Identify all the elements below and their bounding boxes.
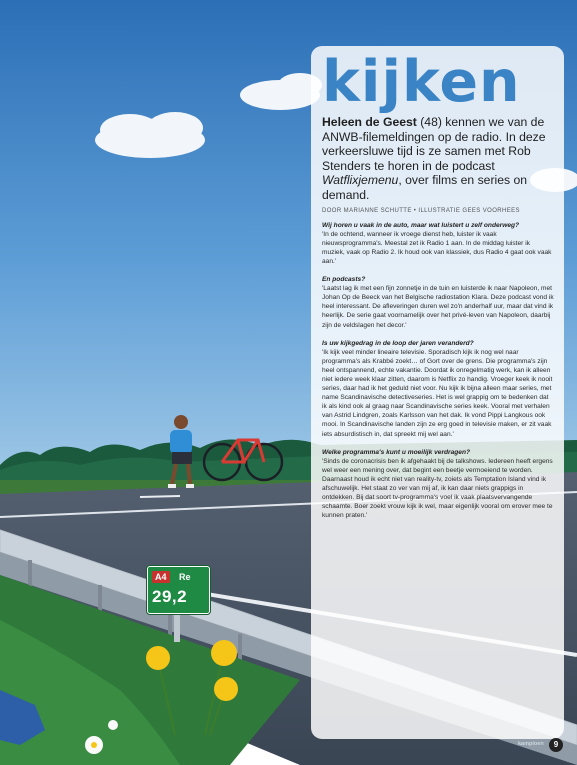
magazine-name: kampioen (518, 741, 544, 747)
article-panel (311, 46, 564, 739)
page-title: kijken (322, 49, 521, 115)
answer: 'Ik kijk veel minder lineaire televisie. Sporadisch kijk ik nog wel naar programma's als Krabbé zoekt… of Gort over de grens. Die programma's zijn heel ontspannend, echte vakantie. Doordat ik onregelmatig werk, kan ik alleen niet iedere week klaar zitten, daarom is Netflix zo handig. Vroeger keek ik nooit series, daar had ik het geduld niet voor. Nu kijk ik bijna alleen maar series, met name Scandinavische detectiveseries. Het is wel grappig om te bedenken dat ik als kind ook al graag naar Scandinavische series keek. Vooral met verhalen van Astrid Lindgren, zoals Karlsson van het dak. Ik vond Pippi Langkous ook mooi. In Scandinavische landen zijn ze erg goed in televisie maken, er zit vaak iets absurdistisch in, dat spreekt mij wel aan.' (322, 348, 553, 438)
kilometer-marker: 29,2 (152, 587, 188, 606)
podcast-name: Watflixjemenu (322, 173, 399, 188)
byline: DOOR MARIANNE SCHUTTE • ILLUSTRATIE GEES VOORHEES (322, 207, 520, 214)
page-number: 9 (549, 738, 563, 752)
question: Welke programma's kunt u moeilijk verdragen? (322, 448, 471, 456)
highway-kilometer-sign (147, 566, 210, 614)
road-number: A4 (152, 571, 170, 583)
question: Is uw kijkgedrag in de loop der jaren veranderd? (322, 339, 474, 347)
answer: 'In de ochtend, wanneer ik vroege dienst heb, luister ik vaak nieuwsprogramma's. Meestal zet ik Radio 1 aan. In de middag luister ik muziek, vaak op Radio 2. Ik houd ook van klassiek, dus Radio 4 gaat ook vaak aan.' (322, 230, 552, 265)
answer: 'Laatst lag ik met een fijn zonnetje in de tuin en luisterde ik naar Napoleon, met Johan Op de Beeck van het Belgische radiostation Klara. Deze podcast vond ik heel interessant. De afleveringen duren wel zo'n anderhalf uur, maar dat vind ik heerlijk. De serie gaat voornamelijk over het privé-leven van Napoleon, daarbij zijn de veldslagen het decor.' (322, 285, 554, 329)
question: En podcasts? (322, 276, 366, 284)
interviewee-name: Heleen de Geest (322, 115, 417, 129)
article-intro: Heleen de Geest (48) kennen we van de ANWB-filemeldingen op de radio. In deze verkeersluwe tijd is ze samen met Rob Stenders te horen in de podcast Watflixjemenu, over films en series on demand. (322, 115, 546, 202)
road-direction: Re (179, 572, 191, 582)
cloud (95, 112, 205, 158)
question: Wij horen u vaak in de auto, maar wat luistert u zelf onderweg? (322, 221, 520, 229)
answer: 'Sinds de coronacrisis ben ik afgehaakt bij de talkshows. Iedereen heeft ergens wel weer een mening over, dat begint een beetje vermoeiend te worden. Daarnaast houd ik echt niet van reality-tv, zoiets als Temptation Island vind ik afschuwelijk. Het staat zo ver van mij af, ik kan daar niets grappigs in ontdekken. Bij dat soort tv-programma's voel ik vaak plaatsvervangende schaamte. Boer zoekt vrouw kijk ik wel, maar eigenlijk vooral om erover mee te kunnen praten.' (322, 457, 553, 520)
